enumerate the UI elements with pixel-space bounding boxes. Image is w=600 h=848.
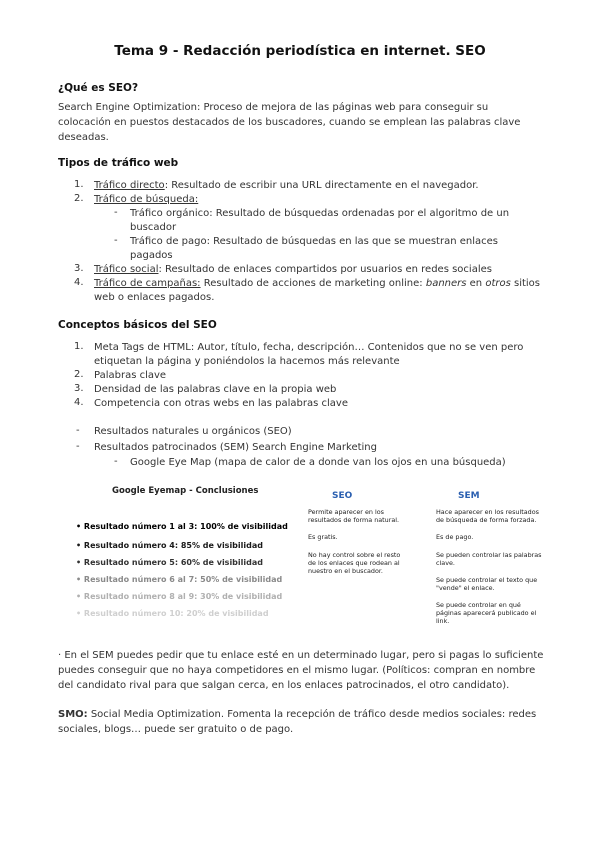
- traffic-item-4-line-2: web o enlaces pagados.: [94, 292, 215, 303]
- list-number: 1.: [74, 179, 84, 190]
- sub-item-organic-line-1: Tráfico orgánico: Resultado de búsquedas ordenadas por el algoritmo de un: [130, 208, 510, 219]
- seo-point: resultados de forma natural.: [308, 516, 400, 524]
- list-number: 3.: [74, 383, 84, 394]
- concept-item-1-line-2: etiquetan la página y poniéndolos la hacemos más relevante: [94, 356, 400, 367]
- eyemap-bullet-text: Resultado número 4: 85% de visibilidad: [83, 541, 263, 550]
- concept-item-4: Competencia con otras webs en las palabras clave: [94, 398, 348, 409]
- sub-item-paid-line-1: Tráfico de pago: Resultado de búsquedas en las que se muestran enlaces: [130, 236, 498, 247]
- eyemap-bullet-2: • Resultado número 4: 85% de visibilidad: [76, 541, 263, 550]
- traffic-item-label: Tráfico directo: [94, 180, 165, 191]
- list-number: 1.: [74, 341, 84, 352]
- traffic-item-text: : Resultado de escribir una URL directamente en el navegador.: [164, 180, 479, 191]
- smo-label: SMO:: [58, 709, 88, 720]
- eyemap-bullet-3: • Resultado número 5: 60% de visibilidad: [76, 558, 263, 567]
- traffic-item-text: : Resultado de enlaces compartidos por usuarios en redes sociales: [158, 264, 492, 275]
- sem-point: páginas aparecerá publicado el: [436, 609, 537, 617]
- concept-item-1-line-1: Meta Tags de HTML: Autor, título, fecha, descripción… Contenidos que no se ven pero: [94, 342, 524, 353]
- sem-point: Se pueden controlar las palabras: [436, 551, 542, 559]
- eye-map-item: Google Eye Map (mapa de calor de a donde van los ojos en una búsqueda): [130, 457, 506, 468]
- eyemap-bullet-text: Resultado número 5: 60% de visibilidad: [83, 558, 263, 567]
- eyemap-bullet-text: Resultado número 6 al 7: 50% de visibilidad: [83, 575, 283, 584]
- sem-point: "vende" el enlace.: [436, 584, 495, 592]
- sem-point: Se puede controlar el texto que: [436, 576, 538, 584]
- seo-point: Es gratis.: [308, 533, 338, 541]
- sub-item-organic-line-2: buscador: [130, 222, 177, 233]
- traffic-item-4: [94, 277, 540, 291]
- dash-bullet: -: [114, 207, 118, 218]
- sem-point: link.: [436, 617, 450, 625]
- result-type-organic: Resultados naturales u orgánicos (SEO): [94, 426, 292, 437]
- sem-note-line-2: puedes conseguir que no haya competidores en el mismo lugar. (Políticos: compran en nombre: [58, 665, 536, 676]
- section-heading-concepts: Conceptos básicos del SEO: [58, 319, 217, 331]
- concept-item-2: Palabras clave: [94, 370, 167, 381]
- smo-text: Social Media Optimization. Fomenta la recepción de tráfico desde medios sociales: redes: [87, 709, 537, 720]
- sem-point: Se puede controlar en qué: [436, 601, 521, 609]
- list-number: 2.: [74, 193, 84, 204]
- seo-sem-comparison: [306, 491, 586, 625]
- section-heading-seo: ¿Qué es SEO?: [58, 82, 139, 94]
- dash-bullet: -: [76, 425, 80, 436]
- seo-point: Permite aparecer en los: [308, 508, 384, 516]
- dash-bullet: -: [114, 456, 118, 467]
- sem-point: Es de pago.: [436, 533, 474, 541]
- page-title: Tema 9 - Redacción periodística en internet. SEO: [114, 43, 486, 59]
- traffic-item-label: Tráfico de campañas:: [94, 278, 201, 289]
- eyemap-figure: [76, 486, 286, 626]
- dash-bullet: -: [114, 235, 118, 246]
- eyemap-bullet-text: Resultado número 10: 20% de visibilidad: [83, 609, 269, 618]
- seo-point: nuestro en el buscador.: [308, 567, 383, 575]
- sem-note-line-1: · En el SEM puedes pedir que tu enlace esté en un determinado lugar, pero si pagas lo suficiente: [58, 650, 544, 661]
- traffic-item-text: Resultado de acciones de marketing online:: [200, 278, 426, 289]
- list-number: 4.: [74, 277, 84, 288]
- traffic-item-text: en: [466, 278, 486, 289]
- smo-paragraph-line-2: sociales, blogs… puede ser gratuito o de pago.: [58, 724, 294, 735]
- sem-point: Hace aparecer en los resultados: [436, 508, 539, 516]
- eyemap-bullet-5: • Resultado número 8 al 9: 30% de visibilidad: [76, 592, 283, 601]
- smo-paragraph: [58, 707, 548, 722]
- list-number: 2.: [74, 369, 84, 380]
- result-type-sponsored: Resultados patrocinados (SEM) Search Engine Marketing: [94, 442, 377, 453]
- section-heading-traffic: Tipos de tráfico web: [58, 157, 179, 169]
- sem-column-heading: SEM: [458, 491, 480, 501]
- eyemap-bullet-text: Resultado número 8 al 9: 30% de visibilidad: [83, 592, 283, 601]
- traffic-item-label: Tráfico social: [94, 264, 159, 275]
- concept-item-3: Densidad de las palabras clave en la propia web: [94, 384, 337, 395]
- eyemap-title: Google Eyemap - Conclusiones: [112, 486, 259, 496]
- eyemap-bullet-6: • Resultado número 10: 20% de visibilidad: [76, 609, 269, 618]
- traffic-item-3: [94, 263, 492, 277]
- italic-text: banners: [425, 278, 467, 289]
- traffic-item-text: sitios: [510, 278, 541, 289]
- eyemap-bullet-4: • Resultado número 6 al 7: 50% de visibilidad: [76, 575, 283, 584]
- sem-point: de búsqueda de forma forzada.: [436, 516, 537, 524]
- sem-point: clave.: [436, 559, 455, 567]
- seo-definition-line-3: deseadas.: [58, 132, 109, 143]
- eyemap-bullet-text: Resultado número 1 al 3: 100% de visibilidad: [83, 522, 288, 531]
- seo-point: No hay control sobre el resto: [308, 551, 401, 559]
- sem-note-line-3: del candidato rival para que salgan cerca, en los enlaces patrocinados, el otro candidato).: [58, 680, 510, 691]
- traffic-item-1: [94, 179, 479, 193]
- traffic-item-2: [94, 193, 198, 207]
- seo-point: de los enlaces que rodean al: [308, 559, 400, 567]
- seo-column-heading: SEO: [332, 491, 353, 501]
- seo-definition-line-2: colocación en puestos destacados de los buscadores, cuando se emplean las palabras clave: [58, 117, 521, 128]
- list-number: 4.: [74, 397, 84, 408]
- dash-bullet: -: [76, 441, 80, 452]
- sub-item-paid-line-2: pagados: [130, 250, 173, 261]
- italic-text: otros: [485, 278, 511, 289]
- eyemap-bullet-1: • Resultado número 1 al 3: 100% de visibilidad: [76, 522, 288, 531]
- list-number: 3.: [74, 263, 84, 274]
- traffic-item-label: Tráfico de búsqueda:: [94, 194, 199, 205]
- seo-definition-line-1: Search Engine Optimization: Proceso de mejora de las páginas web para conseguir su: [58, 102, 489, 113]
